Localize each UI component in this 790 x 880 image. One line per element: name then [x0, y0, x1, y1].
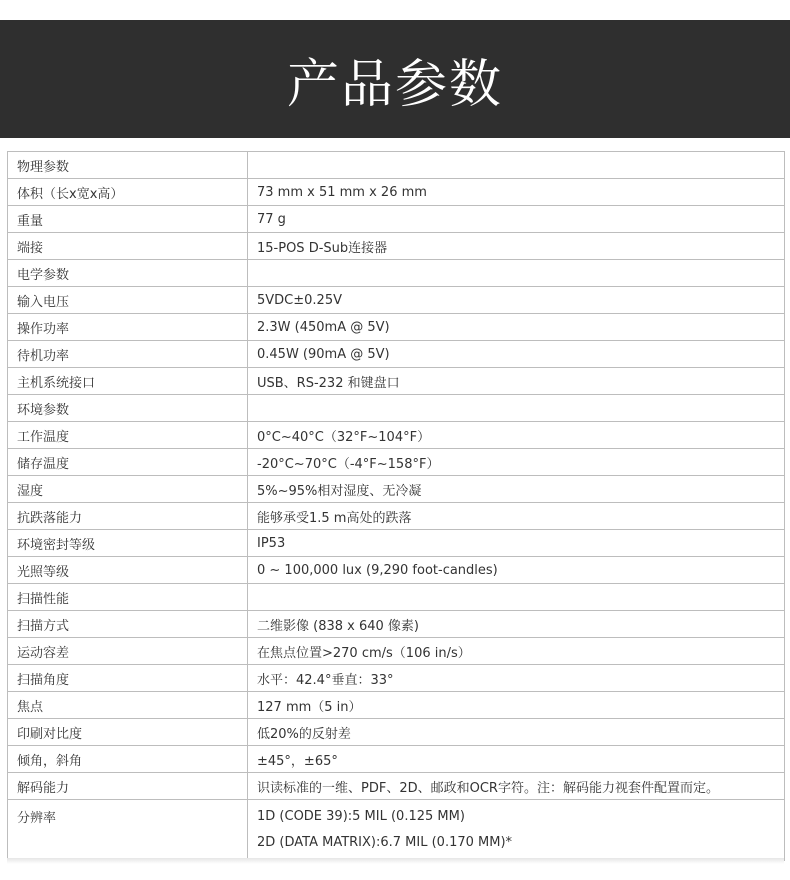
spec-label: 解码能力: [8, 773, 248, 800]
table-row: [8, 233, 785, 260]
spec-label: 运动容差: [8, 638, 248, 665]
spec-value: IP53: [248, 530, 785, 557]
spec-label: 储存温度: [8, 449, 248, 476]
spec-label: 分辨率: [8, 800, 248, 861]
table-row: [8, 368, 785, 395]
spec-label: 待机功率: [8, 341, 248, 368]
table-row: [8, 314, 785, 341]
table-row: [8, 692, 785, 719]
spec-label: 环境密封等级: [8, 530, 248, 557]
table-row: [8, 746, 785, 773]
spec-label: 端接: [8, 233, 248, 260]
spec-label: 电学参数: [8, 260, 248, 287]
spec-value: 5VDC±0.25V: [248, 287, 785, 314]
spec-label: 扫描方式: [8, 611, 248, 638]
spec-label: 焦点: [8, 692, 248, 719]
table-row: [8, 341, 785, 368]
spec-value: 水平：42.4°垂直：33°: [248, 665, 785, 692]
spec-value: ±45°，±65°: [248, 746, 785, 773]
banner-title: 产品参数: [286, 54, 503, 115]
spec-label: 工作温度: [8, 422, 248, 449]
spec-label: 扫描角度: [8, 665, 248, 692]
spec-value: 2.3W (450mA @ 5V): [248, 314, 785, 341]
spec-label: 主机系统接口: [8, 368, 248, 395]
spec-label: 体积（长x宽x高）: [8, 179, 248, 206]
spec-value: [248, 800, 785, 861]
spec-value: [248, 260, 785, 287]
table-row: [8, 773, 785, 800]
spec-value: 低20%的反射差: [248, 719, 785, 746]
table-row: [8, 557, 785, 584]
spec-label: 抗跌落能力: [8, 503, 248, 530]
spec-table-body: [8, 152, 785, 861]
spec-value: 77 g: [248, 206, 785, 233]
spec-value: 能够承受1.5 m高处的跌落: [248, 503, 785, 530]
spec-label: 扫描性能: [8, 584, 248, 611]
spec-label: 重量: [8, 206, 248, 233]
spec-value: 0°C~40°C（32°F~104°F）: [248, 422, 785, 449]
spec-label: 倾角，斜角: [8, 746, 248, 773]
spec-table: [7, 151, 785, 861]
spec-value: 0.45W (90mA @ 5V): [248, 341, 785, 368]
spec-value-line: 2D (DATA MATRIX):6.7 MIL (0.170 MM)*: [257, 835, 513, 850]
spec-value: 0 ~ 100,000 lux (9,290 foot-candles): [248, 557, 785, 584]
spec-label: 湿度: [8, 476, 248, 503]
table-row: [8, 638, 785, 665]
table-row: [8, 260, 785, 287]
spec-value-line: 1D (CODE 39):5 MIL (0.125 MM): [257, 809, 465, 824]
spec-value: 在焦点位置>270 cm/s（106 in/s）: [248, 638, 785, 665]
table-row: [8, 206, 785, 233]
spec-label: 印刷对比度: [8, 719, 248, 746]
table-row: [8, 530, 785, 557]
table-row: [8, 449, 785, 476]
spec-label: 光照等级: [8, 557, 248, 584]
spec-value: [248, 395, 785, 422]
table-row: [8, 422, 785, 449]
spec-value: [248, 584, 785, 611]
spec-value: -20°C~70°C（-4°F~158°F）: [248, 449, 785, 476]
table-row: [8, 152, 785, 179]
spec-label: 输入电压: [8, 287, 248, 314]
spec-label: 环境参数: [8, 395, 248, 422]
banner: [0, 20, 790, 138]
spec-value: 二维影像 (838 x 640 像素): [248, 611, 785, 638]
spec-value: 识读标准的一维、PDF、2D、邮政和OCR字符。注：解码能力视套件配置而定。: [248, 773, 785, 800]
table-row: [8, 719, 785, 746]
table-row: [8, 476, 785, 503]
spec-value: 73 mm x 51 mm x 26 mm: [248, 179, 785, 206]
table-row: [8, 503, 785, 530]
table-row: [8, 800, 785, 861]
spec-value: USB、RS-232 和键盘口: [248, 368, 785, 395]
table-row: [8, 395, 785, 422]
table-row: [8, 179, 785, 206]
table-row: [8, 584, 785, 611]
spec-value: [248, 152, 785, 179]
table-row: [8, 287, 785, 314]
spec-value: 127 mm（5 in）: [248, 692, 785, 719]
table-row: [8, 611, 785, 638]
spec-label: 操作功率: [8, 314, 248, 341]
spec-value: 15-POS D-Sub连接器: [248, 233, 785, 260]
bottom-shadow: [7, 858, 784, 864]
spec-value: 5%~95%相对湿度、无冷凝: [248, 476, 785, 503]
table-row: [8, 665, 785, 692]
spec-label: 物理参数: [8, 152, 248, 179]
